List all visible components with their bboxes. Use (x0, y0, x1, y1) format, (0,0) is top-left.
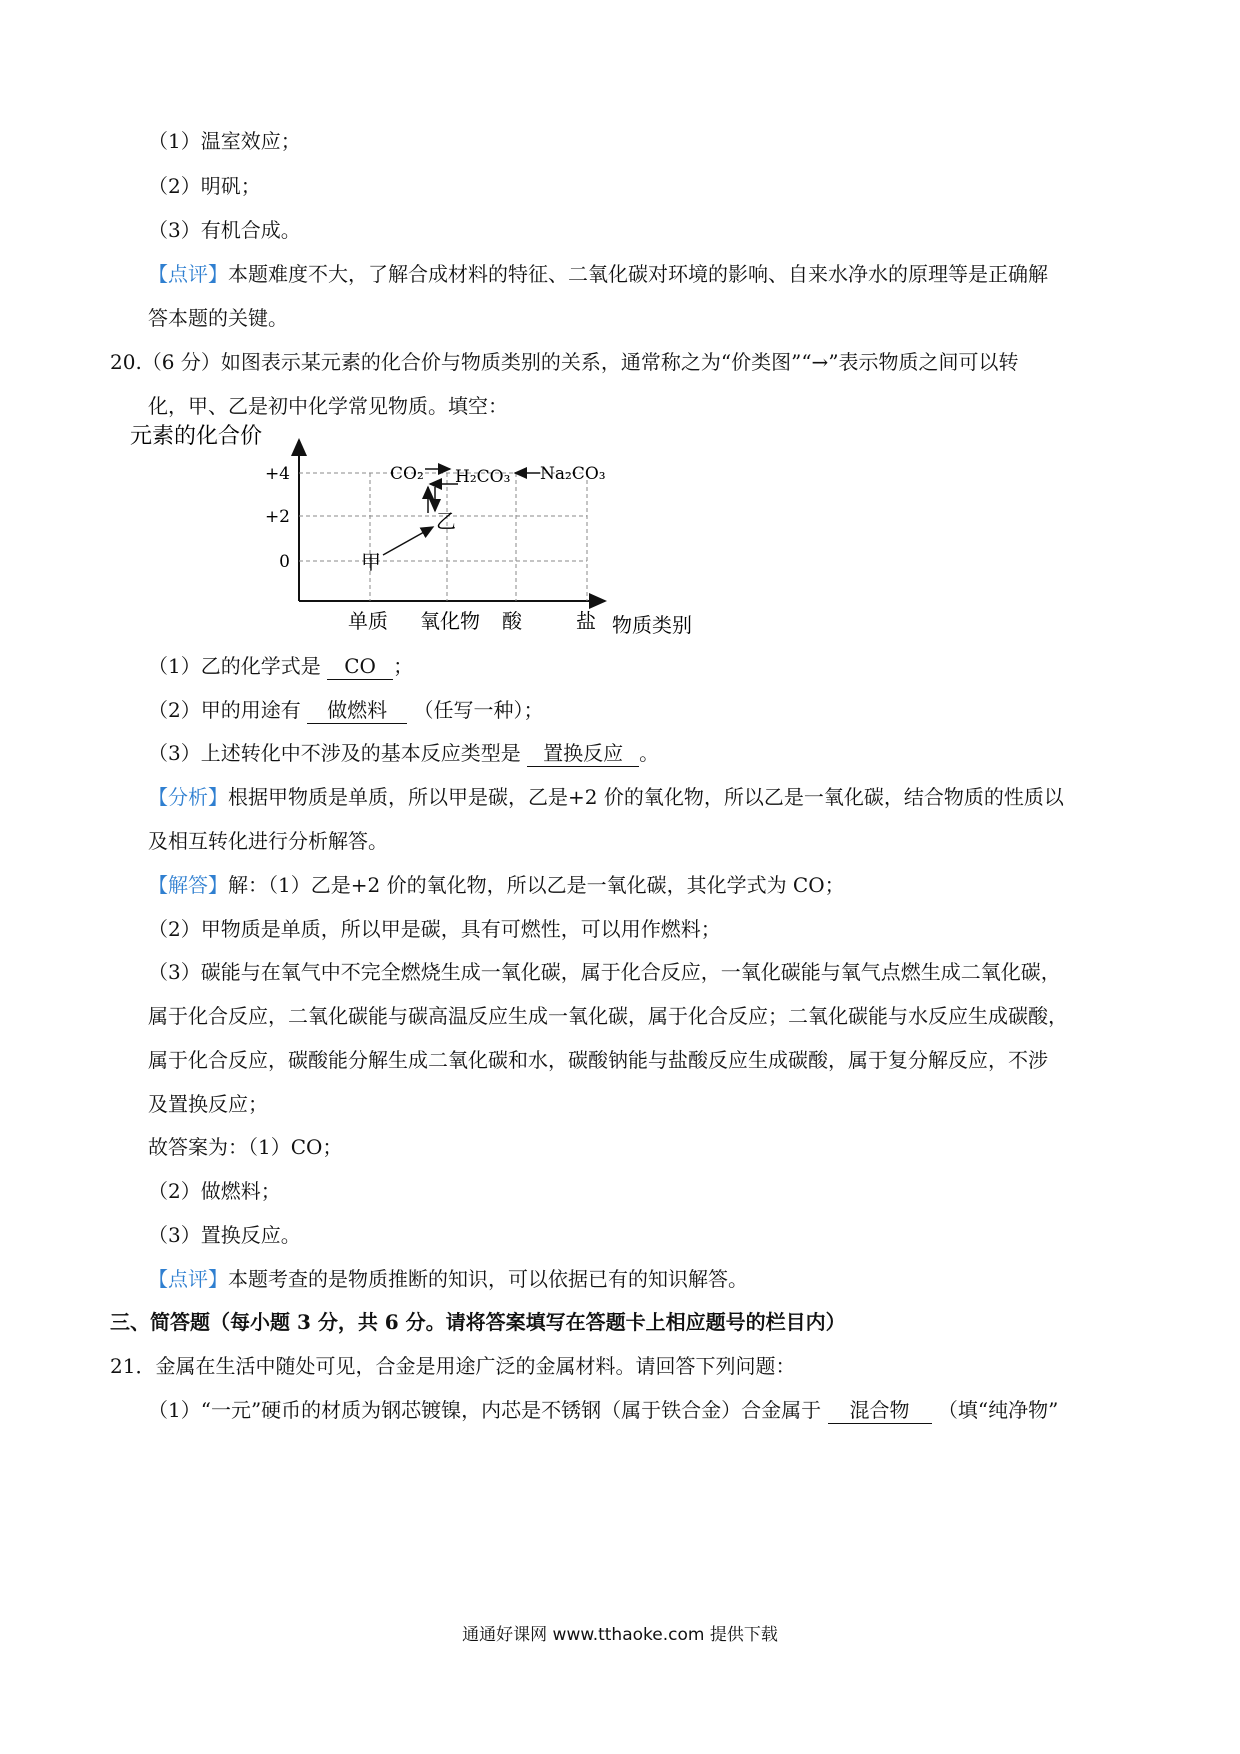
analysis-cont: 及相互转化进行分析解答。 (148, 829, 388, 853)
node-na2co3: Na₂CO₃ (540, 464, 606, 484)
comment-cont: 答本题的关键。 (148, 306, 288, 330)
analysis-tag: 【分析】 (148, 785, 228, 809)
analysis-text: 根据甲物质是单质，所以甲是碳，乙是+2 价的氧化物，所以乙是一氧化碳，结合物质的性质以 (228, 785, 1064, 809)
node-yi: 乙 (436, 509, 456, 533)
final-answer-1: 故答案为：（1）CO； (148, 1135, 343, 1159)
final-answer-2: （2）做燃料； (148, 1179, 281, 1203)
node-h2co3: H₂CO₃ (455, 467, 511, 487)
q20-sub2-answer: 做燃料 (307, 697, 407, 724)
analysis-line (148, 782, 1064, 812)
answer-text: 解：（1）乙是+2 价的氧化物，所以乙是一氧化碳，其化学式为 CO； (228, 873, 845, 897)
q21-sub1-answer: 混合物 (828, 1397, 932, 1424)
final-answer-3: （3）置换反应。 (148, 1223, 301, 1247)
node-co2: CO₂ (390, 464, 424, 484)
answer-line-4: 属于化合反应，二氧化碳能与碳高温反应生成一氧化碳，属于化合反应；二氧化碳能与水反应生成碳酸， (148, 1004, 1068, 1028)
q20-sub2 (148, 695, 543, 725)
y-tick-plus2: +2 (264, 507, 290, 527)
q20-sub1-answer: CO (327, 653, 393, 680)
y-tick-0: 0 (279, 552, 290, 572)
comment-line (148, 259, 1048, 289)
answer-line (148, 870, 845, 900)
answer-line-5: 属于化合反应，碳酸能分解生成二氧化碳和水，碳酸钠能与盐酸反应生成碳酸，属于复分解反应，不涉 (148, 1048, 1048, 1072)
q20-sub1 (148, 651, 413, 681)
q20-sub2-end: （任写一种）； (413, 698, 544, 722)
q20-line-2: 化，甲、乙是初中化学常见物质。填空： (148, 394, 508, 418)
node-jia: 甲 (361, 550, 381, 574)
x-cat-acid: 酸 (502, 609, 522, 633)
q20-sub3 (148, 738, 659, 768)
answer-tag: 【解答】 (148, 873, 228, 897)
answer-line-2: （2）甲物质是单质，所以甲是碳，具有可燃性，可以用作燃料； (148, 917, 721, 941)
q21-sub1-end: （填“纯净物” (937, 1398, 1059, 1422)
line-1: （1）温室效应； (148, 129, 301, 153)
answer-line-6: 及置换反应； (148, 1092, 268, 1116)
q20-sub1-text: （1）乙的化学式是 (148, 654, 321, 678)
q20-line-1: 20.（6 分）如图表示某元素的化合价与物质类别的关系，通常称之为“价类图”“→”表示物质之间可以转 (110, 350, 1019, 374)
line-2: （2）明矾； (148, 174, 261, 198)
q20-sub3-answer: 置换反应 (527, 740, 639, 767)
x-cat-salt: 盐 (576, 609, 596, 633)
q21-sub1-text: （1）“一元”硬币的材质为钢芯镀镍，内芯是不锈钢（属于铁合金）合金属于 (148, 1398, 822, 1422)
line-3: （3）有机合成。 (148, 218, 301, 242)
valence-class-diagram (130, 424, 780, 660)
q21-stem: 21．金属在生活中随处可见，合金是用途广泛的金属材料。请回答下列问题： (110, 1354, 796, 1378)
comment-tag: 【点评】 (148, 262, 228, 286)
q20-sub3-text: （3）上述转化中不涉及的基本反应类型是 (148, 741, 521, 765)
q21-sub1 (148, 1395, 1058, 1425)
y-axis-title: 元素的化合价 (130, 424, 263, 449)
arrow-jia-yi (383, 527, 433, 555)
y-tick-plus4: +4 (264, 464, 290, 484)
x-axis-title: 物质类别 (612, 613, 692, 637)
page-footer: 通通好课网 www.tthaoke.com 提供下载 (462, 1625, 778, 1645)
comment-text: 本题难度不大，了解合成材料的特征、二氧化碳对环境的影响、自来水净水的原理等是正确解 (228, 262, 1048, 286)
section-3-heading: 三、简答题（每小题 3 分，共 6 分。请将答案填写在答题卡上相应题号的栏目内） (110, 1310, 846, 1334)
comment-text-2: 本题考查的是物质推断的知识，可以依据已有的知识解答。 (228, 1267, 748, 1291)
x-cat-oxide: 氧化物 (420, 609, 480, 633)
x-cat-elemental: 单质 (348, 609, 388, 633)
grid (299, 473, 587, 601)
comment-line-2 (148, 1264, 748, 1294)
q20-sub1-end: ； (393, 654, 414, 678)
q20-sub3-end: 。 (639, 741, 660, 765)
answer-line-3: （3）碳能与在氧气中不完全燃烧生成一氧化碳，属于化合反应，一氧化碳能与氧气点燃生成二氧化碳， (148, 960, 1061, 984)
comment-tag-2: 【点评】 (148, 1267, 228, 1291)
q20-sub2-text: （2）甲的用途有 (148, 698, 301, 722)
